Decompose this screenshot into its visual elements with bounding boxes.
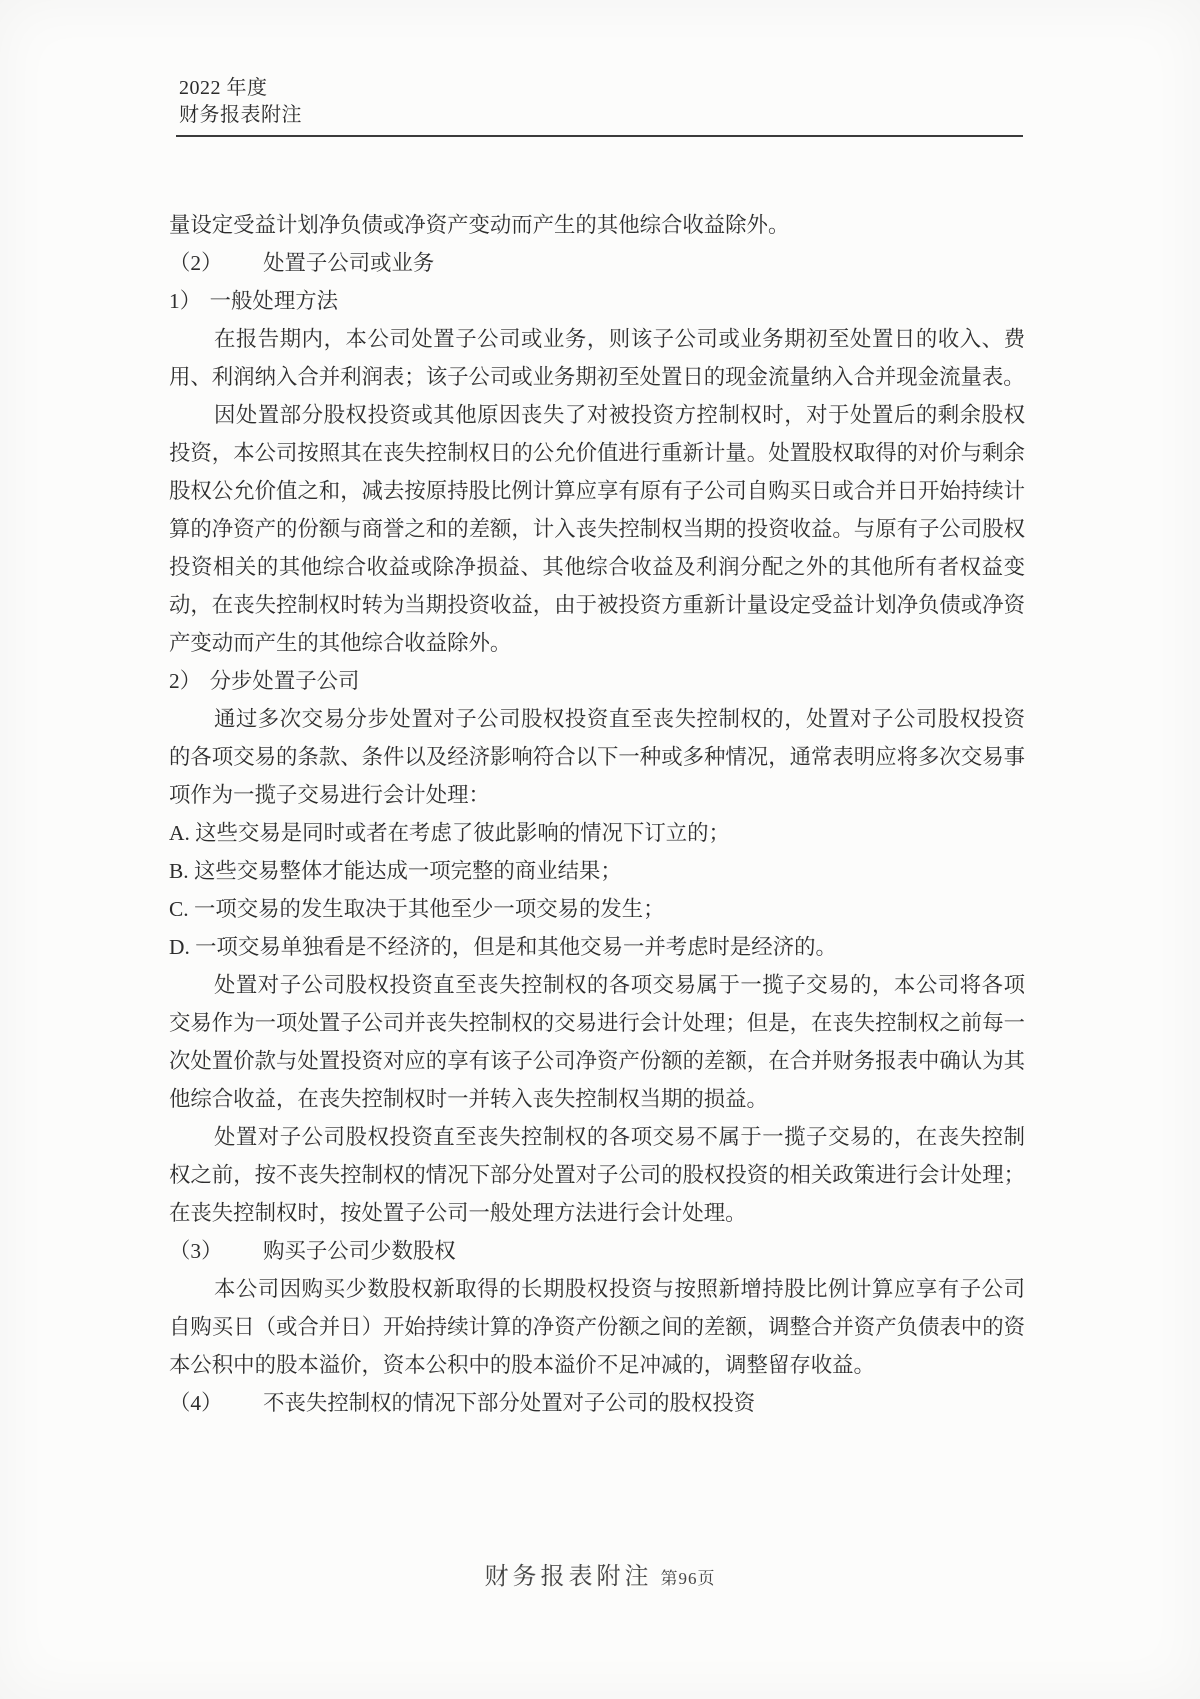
subheading-number: 2） [169, 669, 202, 693]
list-item-b: B. 这些交易整体才能达成一项完整的商业结果； [169, 859, 622, 883]
subheading-stepwise-disposal [169, 662, 1025, 700]
heading-label: 不丧失控制权的情况下部分处置对子公司的股权投资 [263, 1391, 756, 1415]
paragraph-non-bundled-transaction: 处置对子公司股权投资直至丧失控制权的各项交易不属于一揽子交易的，在丧失控制权之前，按不丧失控制权的情况下部分处置对子公司的股权投资的相关政策进行会计处理；在丧失控制权时，按处置子公司一般处理方法进行会计处理。 [169, 1125, 1025, 1225]
heading-dispose-subsidiary [169, 244, 1025, 282]
paragraph-bundled-transaction: 处置对子公司股权投资直至丧失控制权的各项交易属于一揽子交易的，本公司将各项交易作为一项处置子公司并丧失控制权的交易进行会计处理；但是，在丧失控制权之前每一次处置价款与处置投资对应的享有该子公司净资产份额的差额，在合并财务报表中确认为其他综合收益，在丧失控制权时一并转入丧失控制权当期的损益。 [169, 973, 1025, 1111]
paragraph-loss-of-control: 因处置部分股权投资或其他原因丧失了对被投资方控制权时，对于处置后的剩余股权投资，本公司按照其在丧失控制权日的公允价值进行重新计量。处置股权取得的对价与剩余股权公允价值之和，减去按原持股比例计算应享有原有子公司自购买日或合并日开始持续计算的净资产的份额与商誉之和的差额，计入丧失控制权当期的投资收益。与原有子公司股权投资相关的其他综合收益或除净损益、其他综合收益及利润分配之外的其他所有者权益变动，在丧失控制权时转为当期投资收益，由于被投资方重新计量设定受益计划净负债或净资产变动而产生的其他综合收益除外。 [169, 403, 1025, 655]
heading-purchase-minority-interest [169, 1232, 1025, 1270]
footer-page-number: 第96页 [660, 1569, 716, 1588]
subheading-general-method [169, 282, 1025, 320]
list-item-a: A. 这些交易是同时或者在考虑了彼此影响的情况下订立的； [169, 821, 730, 845]
heading-partial-disposal-without-loss [169, 1384, 1025, 1422]
subheading-number: 1） [169, 289, 202, 313]
page-header [179, 75, 302, 129]
heading-label: 购买子公司少数股权 [263, 1239, 456, 1263]
header-year: 2022 年度 [179, 77, 268, 99]
paragraph-continuation: 量设定受益计划净负债或净资产变动而产生的其他综合收益除外。 [169, 213, 790, 237]
subheading-label: 分步处置子公司 [209, 669, 360, 693]
paragraph-multiple-transactions: 通过多次交易分步处置对子公司股权投资直至丧失控制权的，处置对子公司股权投资的各项交易的条款、条件以及经济影响符合以下一种或多种情况，通常表明应将多次交易事项作为一揽子交易进行会计处理： [169, 707, 1025, 807]
heading-number: （2） [169, 251, 223, 275]
header-divider [176, 135, 1023, 137]
document-body [169, 206, 1025, 1422]
header-title: 财务报表附注 [179, 104, 302, 126]
subheading-label: 一般处理方法 [209, 289, 338, 313]
footer-title: 财务报表附注 [484, 1564, 653, 1590]
heading-number: （3） [169, 1239, 223, 1263]
heading-label: 处置子公司或业务 [263, 251, 435, 275]
paragraph-minority-interest: 本公司因购买少数股权新取得的长期股权投资与按照新增持股比例计算应享有子公司自购买日（或合并日）开始持续计算的净资产份额之间的差额，调整合并资产负债表中的资本公积中的股本溢价，资本公积中的股本溢价不足冲减的，调整留存收益。 [169, 1277, 1025, 1377]
paragraph-reporting-period: 在报告期内，本公司处置子公司或业务，则该子公司或业务期初至处置日的收入、费用、利润纳入合并利润表；该子公司或业务期初至处置日的现金流量纳入合并现金流量表。 [169, 327, 1025, 389]
page-footer [0, 1556, 1200, 1591]
list-item-c: C. 一项交易的发生取决于其他至少一项交易的发生； [169, 897, 665, 921]
heading-number: （4） [169, 1391, 223, 1415]
list-item-d: D. 一项交易单独看是不经济的，但是和其他交易一并考虑时是经济的。 [169, 935, 837, 959]
